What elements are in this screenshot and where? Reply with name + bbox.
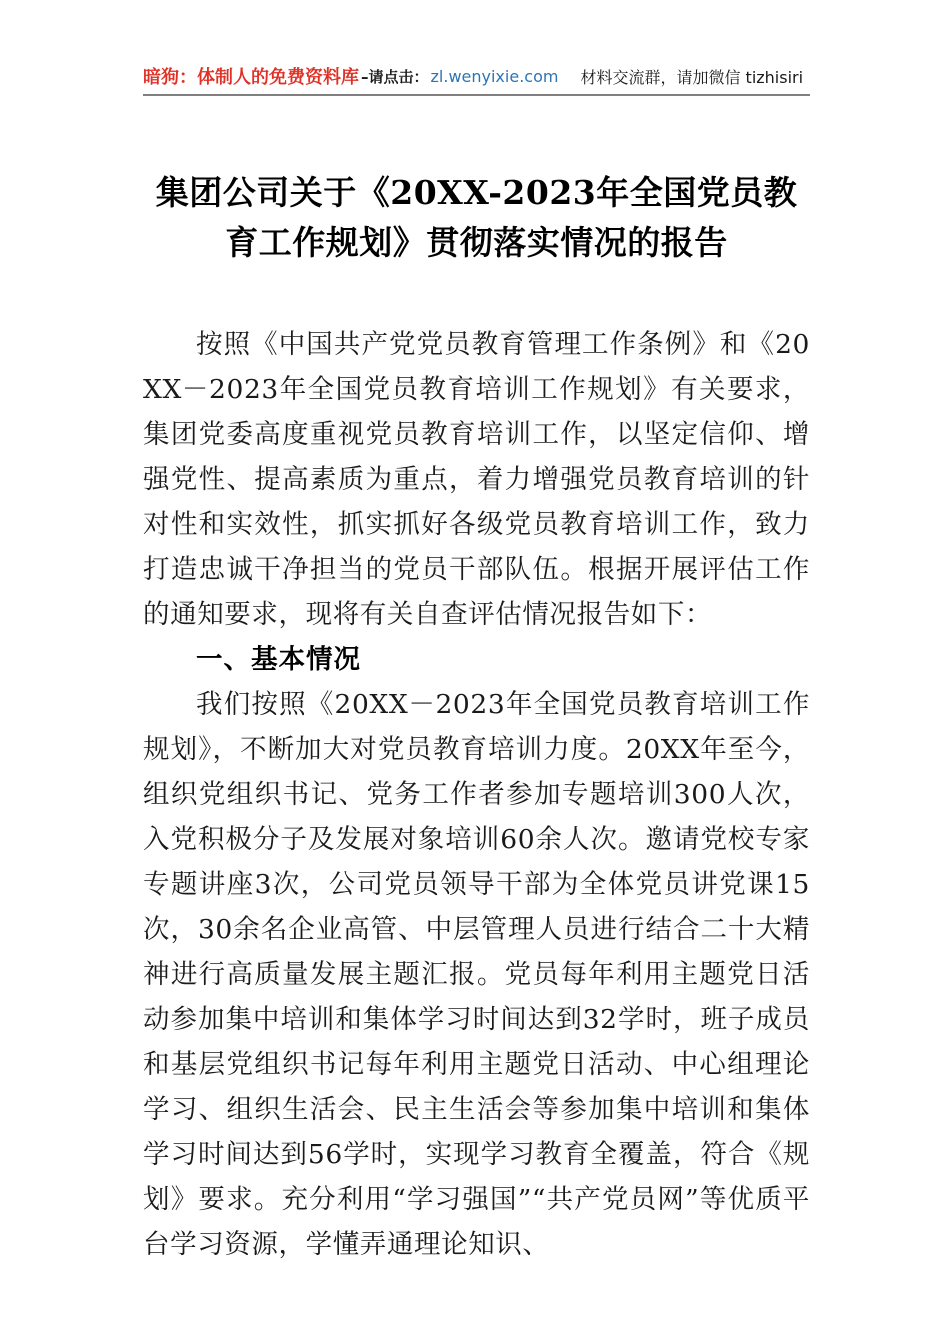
promo-click-text: –请点击： (361, 67, 429, 86)
promo-wechat-text: 材料交流群，请加微信 tizhisiri (580, 67, 804, 87)
promo-header-band (143, 58, 810, 96)
document-body (143, 322, 810, 1267)
document-title: 集团公司关于《20XX-2023年全国党员教育工作规划》贯彻落实情况的报告 (155, 173, 798, 262)
section-heading-basic-situation: 一、基本情况 (196, 644, 361, 675)
promo-red-text: 暗狗：体制人的免费资料库 (143, 67, 359, 88)
promo-website-link[interactable]: zl.wenyixie.com (430, 66, 559, 86)
body-paragraph: 按照《中国共产党党员教育管理工作条例》和《20XX－2023年全国党员教育培训工作规划》有关要求，集团党委高度重视党员教育培训工作，以坚定信仰、增强党性、提高素质为重点，着力增强党员教育培训的针对性和实效性，抓实抓好各级党员教育培训工作，致力打造忠诚干净担当的党员干部队伍。根据开展评估工作的通知要求，现将有关自查评估情况报告如下： (143, 329, 810, 630)
body-paragraph: 我们按照《20XX－2023年全国党员教育培训工作规划》，不断加大对党员教育培训力度。20XX年至今，组织党组织书记、党务工作者参加专题培训300人次，入党积极分子及发展对象培训60余人次。邀请党校专家专题讲座3次，公司党员领导干部为全体党员讲党课15次，30余名企业高管、中层管理人员进行结合二十大精神进行高质量发展主题汇报。党员每年利用主题党日活动参加集中培训和集体学习时间达到32学时，班子成员和基层党组织书记每年利用主题党日活动、中心组理论学习、组织生活会、民主生活会等参加集中培训和集体学习时间达到56学时，实现学习教育全覆盖，符合《规划》要求。充分利用“学习强国”“共产党员网”等优质平台学习资源，学懂弄通理论知识、 (143, 689, 810, 1260)
